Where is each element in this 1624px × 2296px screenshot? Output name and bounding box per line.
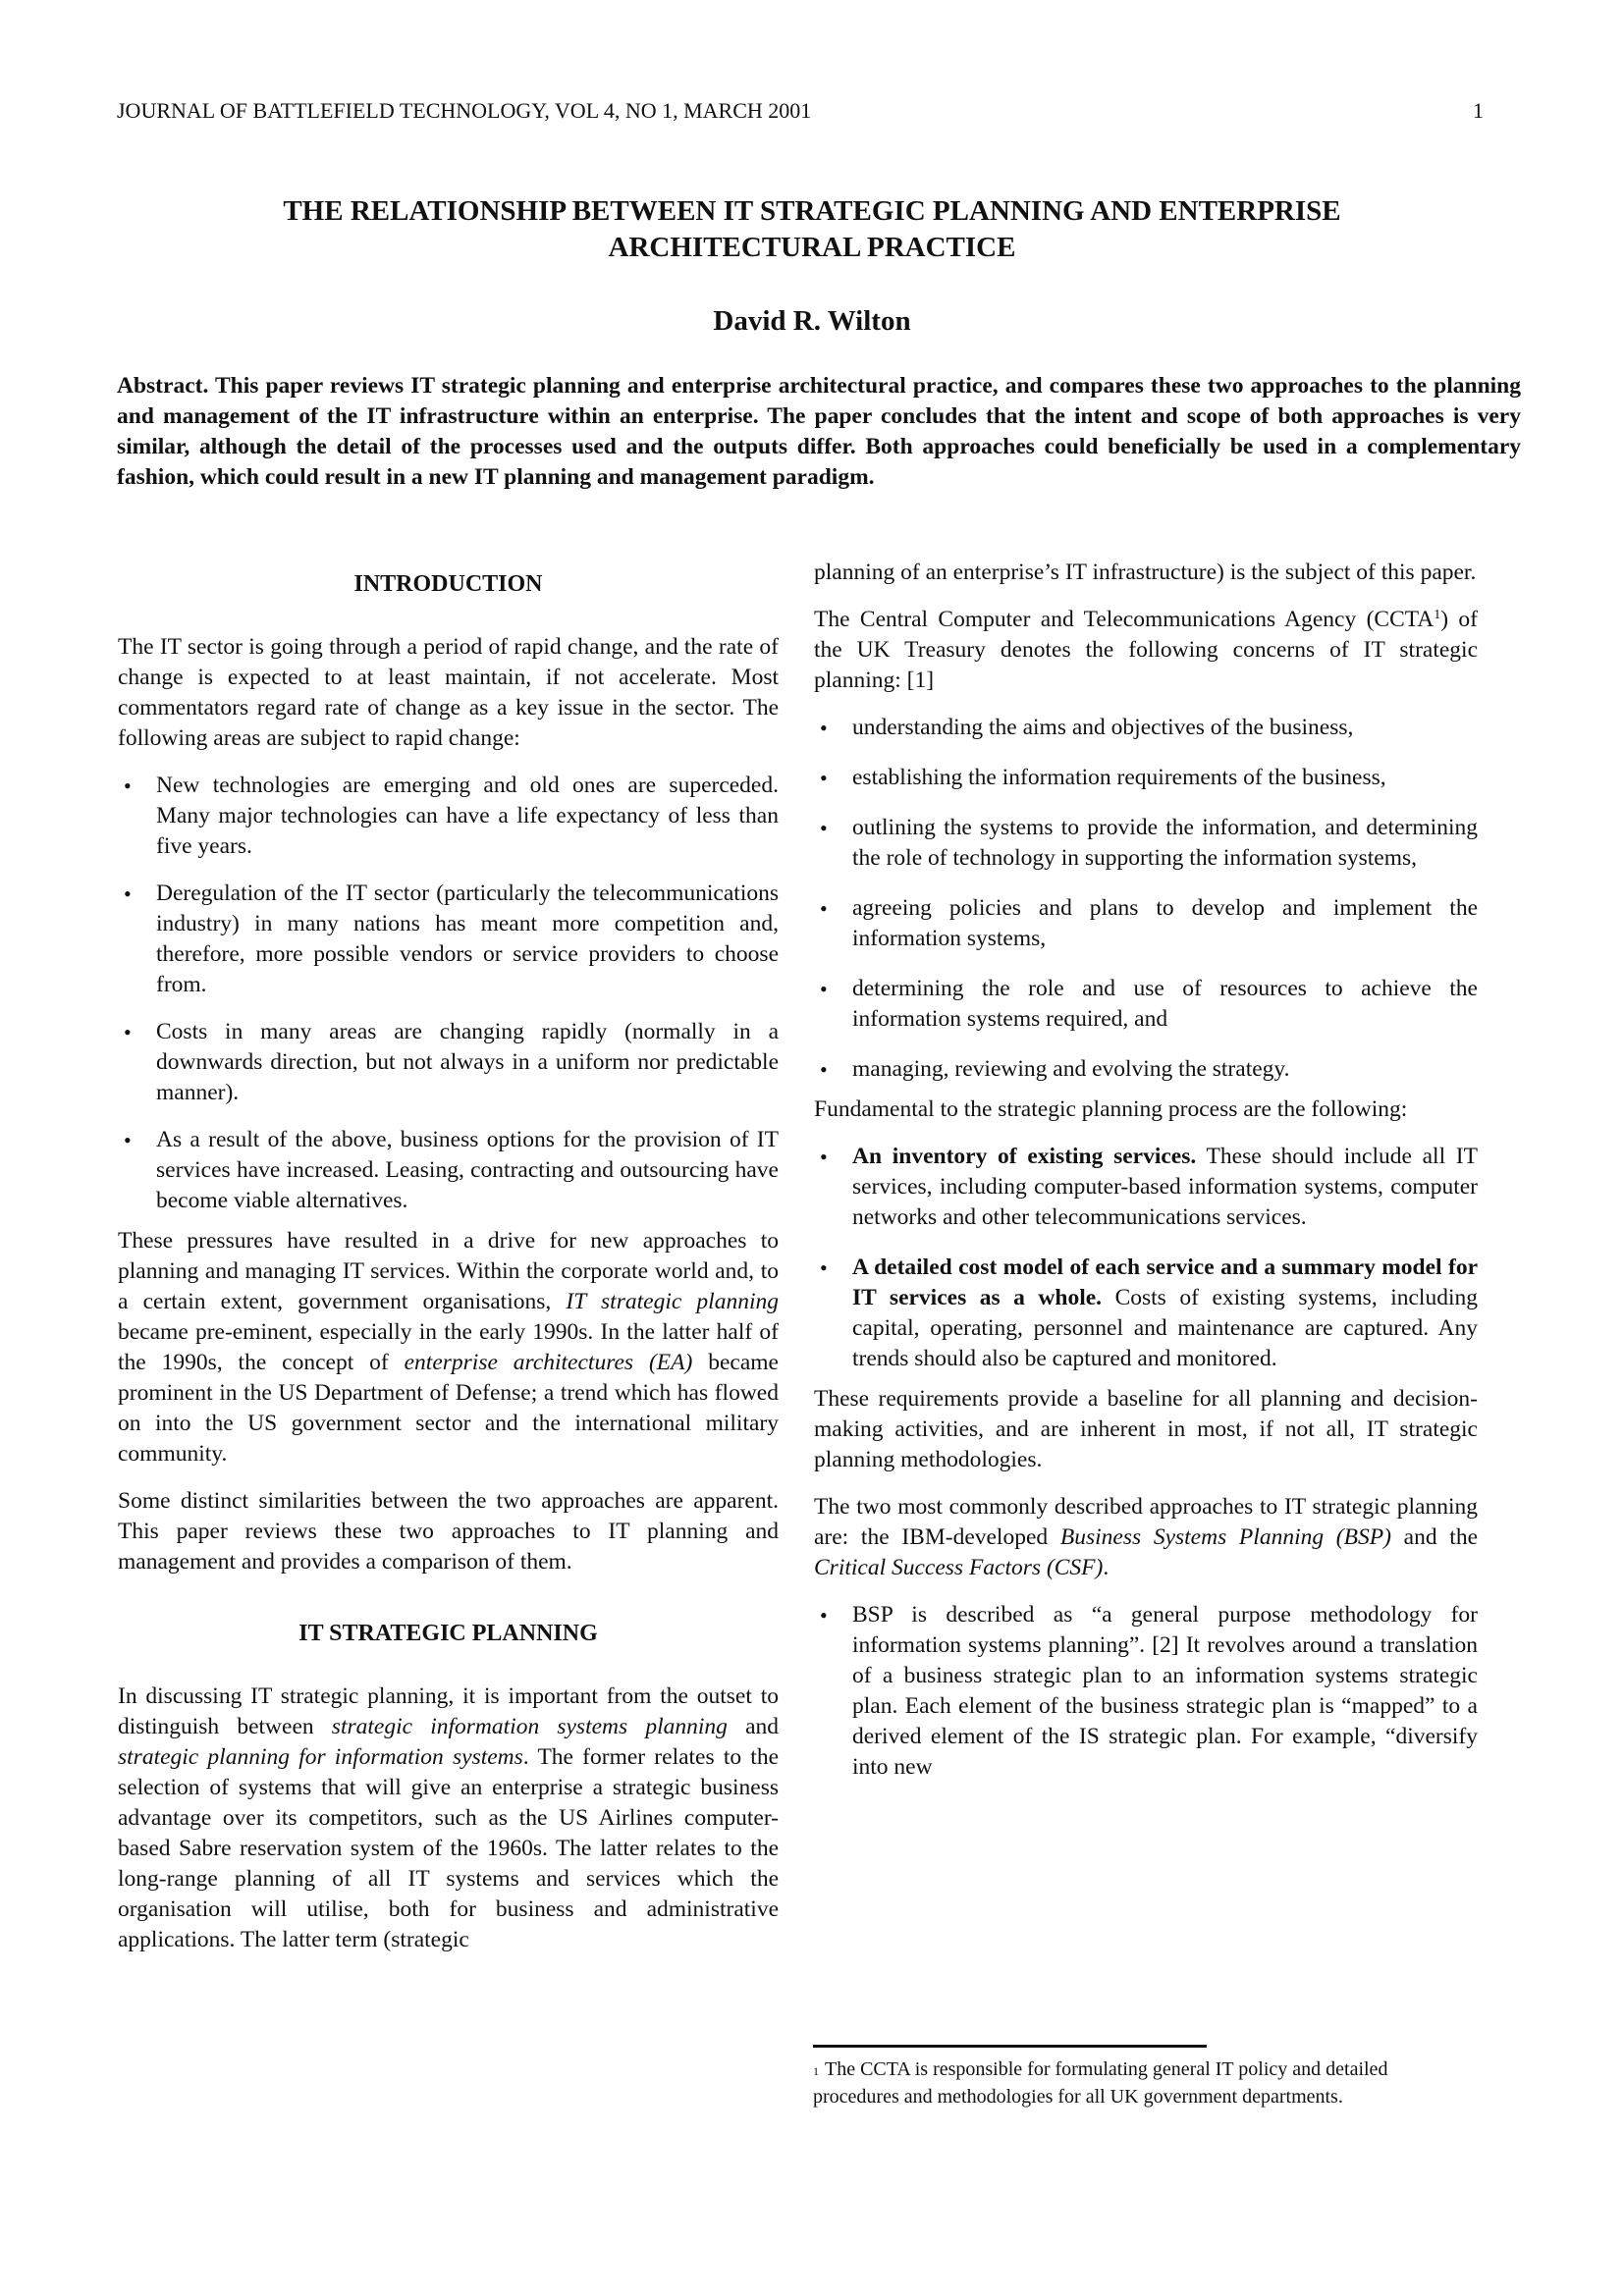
left-column <box>118 569 779 1955</box>
list-item: • managing, reviewing and evolving the strategy. <box>814 1054 1478 1085</box>
fundamental-paragraph: Fundamental to the strategic planning process are the following: <box>814 1096 1408 1122</box>
itsp-paragraph-1-continued: planning of an enterprise’s IT infrastructure) is the subject of this paper. <box>814 560 1477 585</box>
bullet-icon: • <box>820 1057 828 1082</box>
bullet-icon: • <box>124 1128 132 1152</box>
approaches-paragraph: The two most commonly described approaches to IT strategic planning are: the IBM-developed Business Systems Planning (BSP) and the Critical Success Factors (CSF). <box>814 1494 1479 1580</box>
footnote-reference[interactable]: 1 <box>1434 608 1441 622</box>
bullet-icon: • <box>820 716 828 740</box>
list-item: • agreeing policies and plans to develop and implement the information systems, <box>820 895 1478 951</box>
abstract: Abstract. This paper reviews IT strategic planning and enterprise architectural practice, and compares these two approaches to the planning and management of the IT infrastructure within an enterprise. The paper concludes that the intent and scope of both approaches is very similar, although the detail of the processes used and the outputs differ. Both approaches could beneficially be used in a complementary fashion, which could result in a new IT planning and management paradigm. <box>117 373 1521 490</box>
bullet-icon: • <box>820 766 828 790</box>
bullet-icon: • <box>820 816 828 840</box>
right-column <box>814 558 1478 1783</box>
list-item: • As a result of the above, business options for the provision of IT services have increased. Leasing, contracting and outsourcing have become viable alternatives. <box>124 1127 779 1213</box>
page-number: 1 <box>1473 98 1484 123</box>
list-item: • New technologies are emerging and old ones are superceded. Many major technologies can have a life expectancy of less than five years. <box>124 773 779 859</box>
list-item: • Deregulation of the IT sector (particularly the telecommunications industry) in many nations has meant more competition and, therefore, more possible vendors or service providers to choose from. <box>124 881 779 997</box>
footnote <box>813 2056 1461 2110</box>
list-item: • A detailed cost model of each service and a summary model for IT services as a whole. Costs of existing systems, including capital, operating, personnel and maintenance are captured. Any trends should also be captured and monitored. <box>820 1255 1478 1371</box>
bullet-icon: • <box>820 1603 828 1628</box>
paper-title <box>117 193 1507 266</box>
fundamental-list <box>814 1142 1478 1374</box>
title-line-1: THE RELATIONSHIP BETWEEN IT STRATEGIC PLANNING AND ENTERPRISE <box>283 195 1341 227</box>
bullet-icon: • <box>820 896 828 921</box>
bullet-icon: • <box>820 977 828 1001</box>
bullet-icon: • <box>124 774 132 798</box>
bullet-icon: • <box>820 1145 828 1169</box>
approaches-list <box>814 1600 1478 1783</box>
intro-paragraph-1: The IT sector is going through a period of rapid change, and the rate of change is expected to at least maintain, if not accelerate. Most commentators regard rate of change as a key issue in the sector. The following areas are subject to rapid change: <box>118 634 779 751</box>
title-line-2: ARCHITECTURAL PRACTICE <box>608 232 1016 263</box>
list-item: • BSP is described as “a general purpose methodology for information systems planning”. [2] It revolves around a translation of a business strategic plan to an information systems strategic plan. Each element of the business strategic plan is “mapped” to a derived element of the IS strategic plan. For example, “diversify into new <box>820 1602 1478 1780</box>
itsp-paragraph-1: In discussing IT strategic planning, it is important from the outset to distinguish between strategic information systems planning and strategic planning for information systems. The former relates to the selection of systems that will give an enterprise a strategic business advantage over its competitors, such as the US Airlines computer-based Sabre reservation system of the 1960s. The latter relates to the long-range planning of all IT systems and services which the organisation will utilise, both for business and administrative applications. The latter term (strategic <box>118 1683 780 1952</box>
section-heading-it-strategic-planning: IT STRATEGIC PLANNING <box>298 1621 598 1646</box>
baseline-paragraph: These requirements provide a baseline for all planning and decision-making activities, and are inherent in most, if not all, IT strategic planning methodologies. <box>814 1386 1478 1472</box>
list-item: • understanding the aims and objectives of the business, <box>814 713 1478 743</box>
list-item: • establishing the information requirements of the business, <box>814 763 1478 793</box>
footnote-divider <box>813 2045 1207 2048</box>
section-heading-introduction: INTRODUCTION <box>353 571 543 597</box>
bullet-icon: • <box>124 881 132 906</box>
journal-citation: JOURNAL OF BATTLEFIELD TECHNOLOGY, VOL 4, NO 1, MARCH 2001 <box>117 98 812 123</box>
intro-paragraph-3: Some distinct similarities between the two approaches are apparent. This paper reviews these two approaches to IT planning and management and provides a comparison of them. <box>118 1488 779 1575</box>
list-item: • outlining the systems to provide the information, and determining the role of technology in supporting the information systems, <box>820 815 1478 871</box>
ccta-concerns-list <box>814 713 1478 1085</box>
list-item: • An inventory of existing services. These should include all IT services, including computer-based information systems, computer networks and other telecommunications services. <box>820 1144 1478 1230</box>
footnote-text: The CCTA is responsible for formulating general IT policy and detailed procedures and methodologies for all UK government departments. <box>813 2058 1388 2108</box>
list-item: • Costs in many areas are changing rapidly (normally in a downwards direction, but not always in a uniform nor predictable manner). <box>124 1019 779 1105</box>
bullet-icon: • <box>820 1255 828 1280</box>
ccta-paragraph: The Central Computer and Telecommunications Agency (CCTA$^1$) of the UK Treasury denotes the following concerns of IT strategic planning: [1] <box>814 607 1478 693</box>
bullet-icon: • <box>124 1020 132 1044</box>
intro-bullet-list <box>118 771 779 1216</box>
footnote-marker: 1 <box>813 2064 819 2078</box>
author-name: David R. Wilton <box>713 305 911 337</box>
intro-paragraph-2: These pressures have resulted in a drive for new approaches to planning and managing IT services. Within the corporate world and, to a certain extent, government organisations, IT strategic planning became pre-eminent, especially in the early 1990s. In the latter half of the 1990s, the concept of enterprise architectures (EA) became prominent in the US Department of Defense; a trend which has flowed on into the US government sector and the international military community. <box>118 1228 779 1467</box>
list-item: • determining the role and use of resources to achieve the information systems required, and <box>820 976 1478 1032</box>
